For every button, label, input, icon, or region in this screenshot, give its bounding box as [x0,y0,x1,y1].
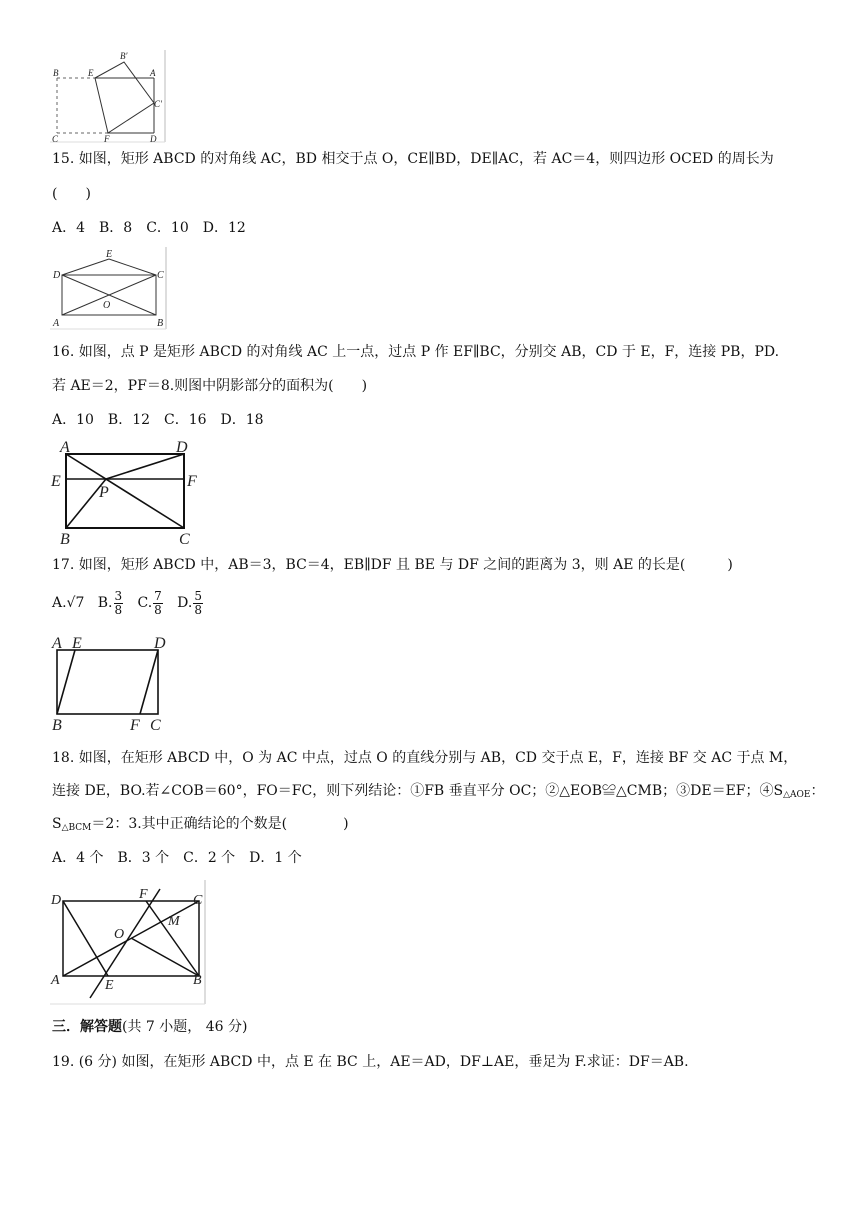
q18-stem-line3: $S_{\triangle BCM}=2$：3.其中正确结论的个数是( ) [52,816,349,833]
fig18-label-C: C [193,893,203,908]
fig17-label-C: C [150,717,161,734]
q17-option-d-label: D. [177,595,193,611]
figure-q14 [50,50,170,145]
fig16-label-D: D [176,439,188,456]
fig14-label-C: C [52,134,59,144]
q16-options: A．10 B．12 C．16 D．18 [52,412,264,428]
figure-q17 [50,632,180,736]
fig16-label-P: P [99,484,109,501]
fig17-label-F: F [130,717,140,734]
fig14-label-F: F [104,134,110,144]
fig16-label-F: F [187,473,197,490]
section-3-title: 三．解答题 [52,1019,122,1035]
q18-options: A．4 个 B．3 个 C．2 个 D．1 个 [52,850,302,866]
q18-subscript-bcm: △BCM [61,823,92,833]
q17-stem: 17. 如图，矩形 ABCD 中，AB＝3，BC＝4，EB∥DF 且 BE 与 DF 之间的距离为 3，则 AE 的长是( ) [52,557,733,573]
fig15-label-C: C [157,270,164,281]
figure-q15 [50,247,172,331]
fig17-label-A: A [52,635,62,652]
q19-stem: 19. (6 分) 如图，在矩形 ABCD 中，点 E 在 BC 上，AE＝AD，DF⊥AE，垂足为 F.求证：DF＝AB. [52,1054,689,1070]
q15-options: A．4 B．8 C．10 D．12 [52,220,246,236]
fig17-label-D: D [154,635,166,652]
q18-stem: 18. 如图，在矩形 ABCD 中，O 为 AC 中点，过点 O 的直线分别与 AB，CD 交于点 E，F，连接 BF 交 AC 于点 M， [52,750,798,766]
q17-options [52,588,204,618]
fig18-label-A: A [51,973,60,988]
fig14-label-A: A [150,68,156,78]
fig16-label-B: B [60,531,70,548]
q17-option-b-label: B. [97,595,113,611]
q17-option-d-fraction: $\frac{5}{8}$ [194,588,202,617]
fig15-label-D: D [53,270,61,281]
fig15-label-E: E [106,249,113,260]
q18-stem-line2: 连接 DE，BO.若∠COB＝60°，FO＝FC，则下列结论：①FB 垂直平分 OC；②△EOB≌△CMB；③DE＝EF；$④S_{\triangle AOE}$： [52,783,825,800]
fig18-label-M: M [168,914,180,929]
q17-option-c-label: C. [137,595,153,611]
fig15-label-B: B [157,318,164,329]
q16-stem-line2: 若 AE＝2，PF＝8.则图中阴影部分的面积为( ) [52,378,368,394]
fig14-label-Cprime: C′ [154,99,162,109]
fig16-label-C: C [179,531,190,548]
fig14-label-D: D [150,134,157,144]
q15-answer-paren: ( ) [52,186,91,202]
fig18-label-O: O [114,927,125,942]
fig14-label-B: B [53,68,59,78]
q17-option-c-fraction: $\frac{7}{8}$ [154,588,162,617]
fig16-label-A: A [60,439,70,456]
q15-stem: 15. 如图，矩形 ABCD 的对角线 AC，BD 相交于点 O，CE∥BD，DE∥AC，若 AC＝4，则四边形 OCED 的周长为 [52,151,774,167]
fig14-label-E: E [88,68,94,78]
figure-q16 [50,436,210,548]
fig15-label-A: A [53,318,60,329]
fig18-label-E: E [105,978,114,993]
q16-stem: 16. 如图，点 P 是矩形 ABCD 的对角线 AC 上一点，过点 P 作 EF∥BC，分别交 AB，CD 于 E，F，连接 PB，PD. [52,344,780,360]
fig18-label-D: D [51,893,62,908]
q17-option-b-fraction: $\frac{3}{8}$ [114,588,123,617]
q17-option-a: A.√7 [52,595,85,611]
section-3-heading [52,1017,247,1037]
fig14-label-Bprime: B′ [120,51,128,61]
fig18-label-B: B [193,973,202,988]
fig15-label-O: O [103,300,111,311]
fig17-label-B: B [52,717,62,734]
q18-subscript-aoe: △AOE [783,790,811,800]
fig18-label-F: F [139,887,148,902]
fig17-label-E: E [72,635,82,652]
figure-q18 [50,880,208,1006]
section-3-info: (共 7 小题， 46 分) [122,1019,248,1035]
fig16-label-E: E [51,473,61,490]
